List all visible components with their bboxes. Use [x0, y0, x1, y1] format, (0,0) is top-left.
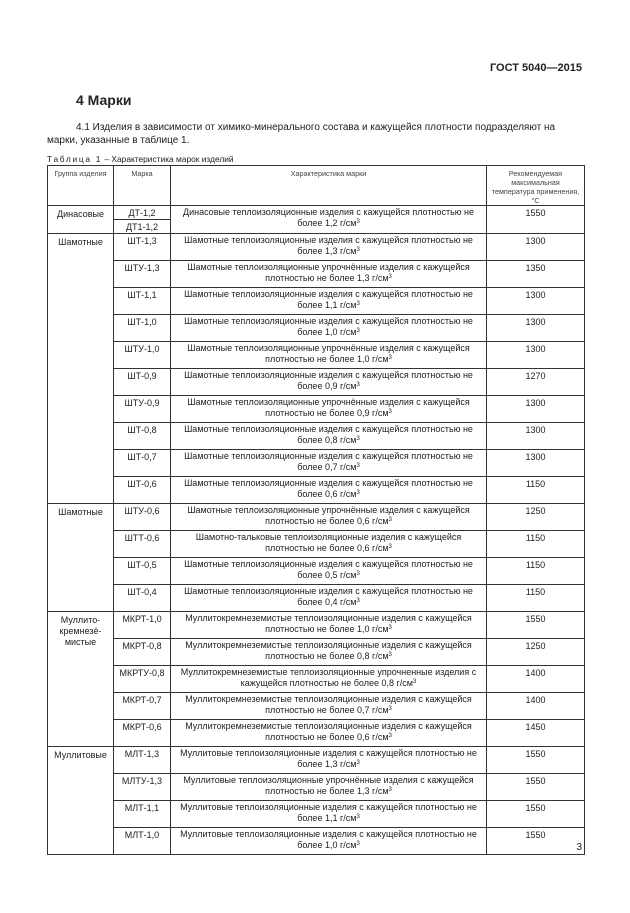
table-row: [48, 531, 585, 558]
table-row: [48, 504, 585, 531]
desc-cell: [171, 720, 487, 747]
desc-cell: [171, 612, 487, 639]
desc-text: Шамотные теплоизоляционные изделия с кажущейся плотностью не более 1,3 г/см: [184, 235, 473, 256]
unit-sup: 3: [413, 679, 417, 685]
desc-text: Муллитокремнеземистые теплоизоляционные изделия с кажущейся плотностью не более 0,6 г/см: [185, 721, 472, 742]
mark-cell: МЛТ-1,3: [114, 747, 171, 774]
desc-text: Шамотные теплоизоляционные изделия с кажущейся плотностью не более 0,6 г/см: [184, 478, 473, 499]
table-row: [48, 666, 585, 693]
desc-cell: [171, 774, 487, 801]
mark-cell: ШТ-0,9: [114, 369, 171, 396]
table-row: [48, 585, 585, 612]
table-row: [48, 261, 585, 288]
desc-text: Шамотные теплоизоляционные упрочнённые изделия с кажущейся плотностью не более 0,6 г/см: [187, 505, 470, 526]
marks-table: [47, 165, 585, 855]
group-cell: Шамотные: [48, 234, 114, 504]
mark-cell: ШТУ-1,3: [114, 261, 171, 288]
mark-cell: ШТ-0,8: [114, 423, 171, 450]
desc-cell: [171, 342, 487, 369]
group-cell: Динасовые: [48, 206, 114, 234]
unit-sup: 3: [388, 706, 392, 712]
temp-cell: 1150: [487, 585, 585, 612]
mark-cell: ШТТ-0,6: [114, 531, 171, 558]
temp-cell: 1550: [487, 801, 585, 828]
table-body: [48, 206, 585, 855]
mark-cell: МКРТ-0,7: [114, 693, 171, 720]
table-row: [48, 639, 585, 666]
table-row: [48, 206, 585, 220]
table-row: [48, 423, 585, 450]
unit-sup: 3: [388, 787, 392, 793]
desc-text: Муллитокремнеземистые теплоизоляционные изделия с кажущейся плотностью не более 0,7 г/см: [185, 694, 472, 715]
table-caption-prefix: Таблица 1: [47, 154, 103, 164]
desc-cell: [171, 639, 487, 666]
table-header-row: [48, 166, 585, 206]
desc-cell: [171, 531, 487, 558]
temp-cell: 1300: [487, 450, 585, 477]
mark-cell: ШТ-1,1: [114, 288, 171, 315]
desc-text: Шамотно-тальковые теплоизоляционные изделия с кажущейся плотностью не более 0,6 г/см: [195, 532, 462, 553]
unit-sup: 3: [356, 760, 360, 766]
temp-cell: 1300: [487, 315, 585, 342]
desc-cell: [171, 585, 487, 612]
temp-cell: 1550: [487, 747, 585, 774]
paragraph-4-1: 4.1 Изделия в зависимости от химико-минерального состава и кажущейся плотности подразделяют на марки, указанные в таблице 1.: [47, 122, 556, 146]
desc-text: Муллитокремнеземистые теплоизоляционные изделия с кажущейся плотностью не более 1,0 г/см: [185, 613, 472, 634]
temp-cell: 1300: [487, 234, 585, 261]
temp-cell: 1550: [487, 774, 585, 801]
temp-cell: 1150: [487, 531, 585, 558]
unit-sup: 3: [356, 841, 360, 847]
unit-sup: 3: [356, 219, 360, 225]
mark-cell: ШТ-0,7: [114, 450, 171, 477]
unit-sup: 3: [388, 625, 392, 631]
mark-cell: МЛТ-1,0: [114, 828, 171, 855]
desc-text: Муллитовые теплоизоляционные упрочнённые изделия с кажущейся плотностью не более 1,3 г/см: [183, 775, 474, 796]
desc-cell: [171, 477, 487, 504]
table-row: [48, 396, 585, 423]
desc-text: Шамотные теплоизоляционные изделия с кажущейся плотностью не более 1,1 г/см: [184, 289, 473, 310]
desc-cell: [171, 504, 487, 531]
table-row: [48, 369, 585, 396]
mark-cell: ДТ1-1,2: [114, 220, 171, 234]
mark-cell: ШТУ-0,9: [114, 396, 171, 423]
temp-cell: 1250: [487, 639, 585, 666]
desc-cell: [171, 261, 487, 288]
mark-cell: ШТ-1,0: [114, 315, 171, 342]
desc-text: Динасовые теплоизоляционные изделия с кажущейся плотностью не более 1,2 г/см: [182, 207, 474, 228]
mark-cell: ДТ-1,2: [114, 206, 171, 220]
mark-cell: МЛТ-1,1: [114, 801, 171, 828]
temp-cell: 1250: [487, 504, 585, 531]
unit-sup: 3: [388, 652, 392, 658]
mark-cell: МЛТУ-1,3: [114, 774, 171, 801]
table-row: [48, 720, 585, 747]
desc-text: Муллитокремнеземистые теплоизоляционные изделия с кажущейся плотностью не более 0,8 г/см: [185, 640, 472, 661]
temp-cell: 1350: [487, 261, 585, 288]
unit-sup: 3: [356, 328, 360, 334]
temp-cell: 1300: [487, 288, 585, 315]
table-row: [48, 828, 585, 855]
temp-cell: 1300: [487, 342, 585, 369]
table-row: [48, 747, 585, 774]
document-code: ГОСТ 5040—2015: [489, 62, 582, 74]
mark-cell: ШТ-0,4: [114, 585, 171, 612]
desc-text: Шамотные теплоизоляционные упрочнённые изделия с кажущейся плотностью не более 0,9 г/см: [187, 397, 470, 418]
desc-cell: [171, 558, 487, 585]
unit-sup: 3: [388, 544, 392, 550]
mark-cell: ШТ-0,6: [114, 477, 171, 504]
table-row: [48, 315, 585, 342]
mark-cell: МКРТ-1,0: [114, 612, 171, 639]
desc-text: Шамотные теплоизоляционные упрочнённые изделия с кажущейся плотностью не более 1,3 г/см: [187, 262, 470, 283]
desc-cell: [171, 206, 487, 234]
temp-cell: 1400: [487, 693, 585, 720]
desc-cell: [171, 747, 487, 774]
section-title: 4 Марки: [76, 92, 132, 108]
temp-cell: 1550: [487, 612, 585, 639]
mark-cell: МКРТ-0,6: [114, 720, 171, 747]
desc-cell: [171, 315, 487, 342]
group-cell: Муллито-кремнезё-мистые: [48, 612, 114, 747]
desc-cell: [171, 369, 487, 396]
desc-text: Шамотные теплоизоляционные изделия с кажущейся плотностью не более 0,5 г/см: [184, 559, 473, 580]
unit-sup: 3: [356, 463, 360, 469]
unit-sup: 3: [356, 814, 360, 820]
unit-sup: 3: [388, 409, 392, 415]
mark-cell: МКРТУ-0,8: [114, 666, 171, 693]
temp-cell: 1150: [487, 477, 585, 504]
desc-cell: [171, 666, 487, 693]
unit-sup: 3: [388, 733, 392, 739]
header-group: Группа изделия: [48, 166, 114, 206]
temp-cell: 1550: [487, 828, 585, 855]
desc-cell: [171, 234, 487, 261]
table-row: [48, 234, 585, 261]
desc-text: Муллитовые теплоизоляционные изделия с кажущейся плотностью не более 1,0 г/см: [180, 829, 477, 850]
desc-text: Шамотные теплоизоляционные изделия с кажущейся плотностью не более 0,9 г/см: [184, 370, 473, 391]
desc-cell: [171, 288, 487, 315]
table-row: [48, 477, 585, 504]
desc-text: Шамотные теплоизоляционные изделия с кажущейся плотностью не более 0,7 г/см: [184, 451, 473, 472]
table-row: [48, 693, 585, 720]
table-caption: [47, 154, 234, 164]
header-max-temperature: Рекомендуемая максимальная температура применения, °С: [487, 166, 585, 206]
unit-sup: 3: [356, 247, 360, 253]
mark-cell: ШТУ-1,0: [114, 342, 171, 369]
temp-cell: 1300: [487, 396, 585, 423]
desc-text: Шамотные теплоизоляционные изделия с кажущейся плотностью не более 0,4 г/см: [184, 586, 473, 607]
desc-cell: [171, 693, 487, 720]
group-cell: Шамотные: [48, 504, 114, 612]
unit-sup: 3: [356, 598, 360, 604]
page-number: 3: [576, 842, 582, 853]
desc-text: Шамотные теплоизоляционные упрочнённые изделия с кажущейся плотностью не более 1,0 г/см: [187, 343, 470, 364]
desc-cell: [171, 450, 487, 477]
desc-cell: [171, 801, 487, 828]
desc-text: Муллитовые теплоизоляционные изделия с кажущейся плотностью не более 1,3 г/см: [180, 748, 477, 769]
mark-cell: ШТ-1,3: [114, 234, 171, 261]
table-row: [48, 558, 585, 585]
unit-sup: 3: [356, 436, 360, 442]
temp-cell: 1450: [487, 720, 585, 747]
unit-sup: 3: [388, 355, 392, 361]
unit-sup: 3: [356, 301, 360, 307]
table-row: [48, 288, 585, 315]
header-characteristic: Характеристика марки: [171, 166, 487, 206]
table-row: [48, 342, 585, 369]
header-mark: Марка: [114, 166, 171, 206]
temp-cell: 1150: [487, 558, 585, 585]
desc-text: Шамотные теплоизоляционные изделия с кажущейся плотностью не более 1,0 г/см: [184, 316, 473, 337]
table-row: [48, 612, 585, 639]
unit-sup: 3: [388, 517, 392, 523]
mark-cell: ШТ-0,5: [114, 558, 171, 585]
desc-text: Муллитокремнеземистые теплоизоляционные упрочненные изделия с кажущейся плотностью не более 0,8 г/см: [180, 667, 477, 688]
temp-cell: 1300: [487, 423, 585, 450]
desc-cell: [171, 396, 487, 423]
unit-sup: 3: [356, 490, 360, 496]
desc-cell: [171, 423, 487, 450]
temp-cell: 1550: [487, 206, 585, 234]
unit-sup: 3: [356, 571, 360, 577]
temp-cell: 1270: [487, 369, 585, 396]
desc-text: Муллитовые теплоизоляционные изделия с кажущейся плотностью не более 1,1 г/см: [180, 802, 477, 823]
table-row: [48, 801, 585, 828]
desc-text: Шамотные теплоизоляционные изделия с кажущейся плотностью не более 0,8 г/см: [184, 424, 473, 445]
mark-cell: ШТУ-0,6: [114, 504, 171, 531]
table-row: [48, 774, 585, 801]
group-cell: Муллитовые: [48, 747, 114, 855]
temp-cell: 1400: [487, 666, 585, 693]
mark-cell: МКРТ-0,8: [114, 639, 171, 666]
unit-sup: 3: [388, 274, 392, 280]
table-caption-text: – Характеристика марок изделий: [102, 154, 234, 164]
desc-cell: [171, 828, 487, 855]
table-row: [48, 450, 585, 477]
unit-sup: 3: [356, 382, 360, 388]
